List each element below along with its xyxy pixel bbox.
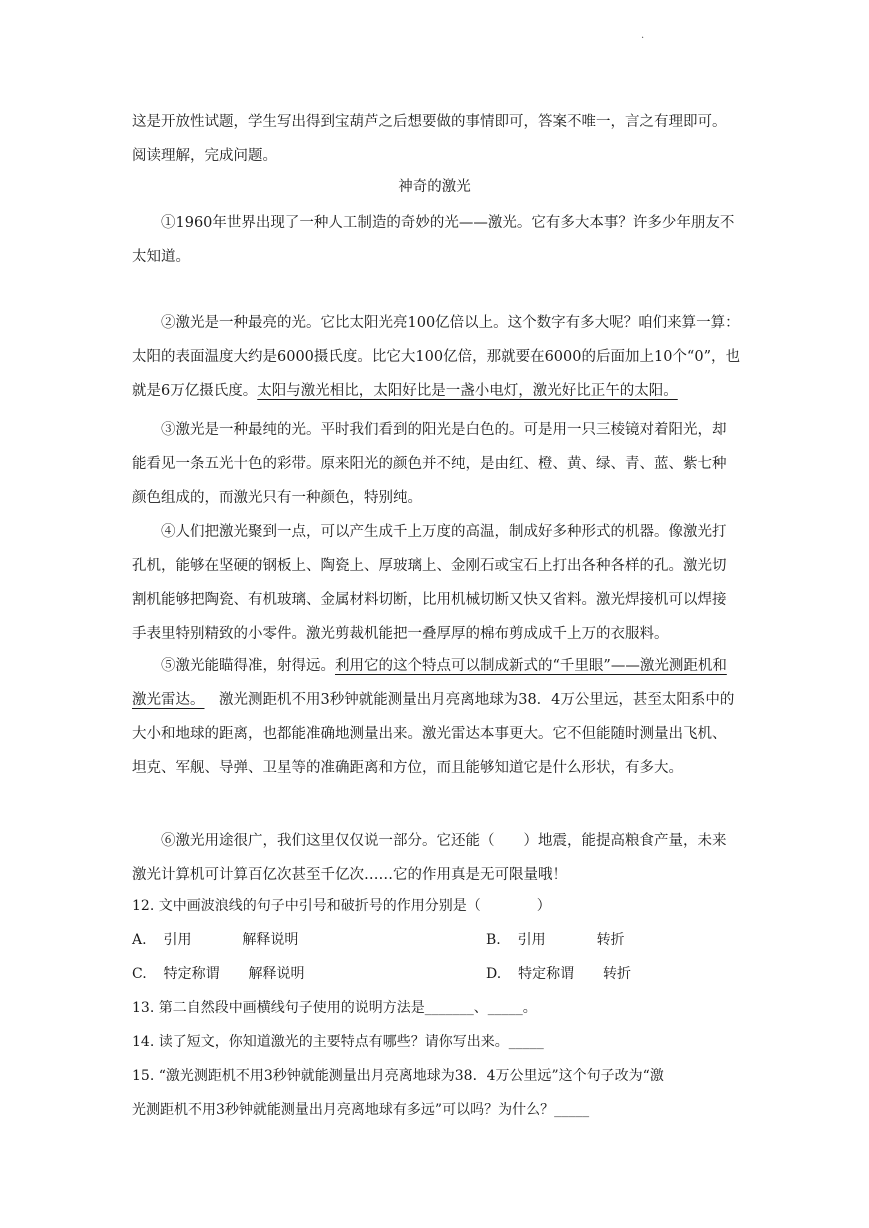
article-title: 神奇的激光 bbox=[398, 179, 471, 195]
reading-instruction: 阅读理解，完成问题。 bbox=[132, 148, 277, 164]
option-a-part2: 解释说明 bbox=[242, 932, 299, 948]
paragraph-1: ①1960年世界出现了一种人工制造的奇妙的光——激光。它有多大本事？许多少年朋友不太知道。 bbox=[132, 215, 735, 265]
option-b-part1: 引用 bbox=[517, 932, 546, 948]
question-14: 14. 读了短文，你知道激光的主要特点有哪些？请你写出来。_____ bbox=[132, 1034, 544, 1050]
option-b-part2: 转折 bbox=[596, 932, 625, 948]
paragraph-5-wavy-sentence: 利用它的这个特点可以制成新式的“千里眼”——激光测距机和激光雷达。 bbox=[132, 658, 727, 708]
option-a-part1: 引用 bbox=[163, 932, 192, 948]
option-d-part2: 转折 bbox=[603, 966, 631, 982]
option-d-part1: 特定称谓 bbox=[518, 966, 575, 982]
option-b-letter: B. bbox=[486, 932, 501, 948]
option-d-letter: D. bbox=[486, 966, 502, 982]
option-c-part1: 特定称谓 bbox=[163, 966, 220, 982]
paragraph-2-text: ②激光是一种最亮的光。它比太阳光亮100亿倍以上。这个数字有多大呢？咱们来算一算：太阳的表面温度大约是6000摄氏度。比它大100亿倍，那就要在6000的后面加上10个“0”，也就是6万亿摄氏度。 bbox=[132, 315, 740, 399]
option-d[interactable] bbox=[486, 959, 631, 989]
header-dot: . bbox=[641, 30, 645, 41]
paragraph-6: ⑥激光用途很广，我们这里仅仅说一部分。它还能（ ）地震，能提高粮食产量，未来激光计算机可计算百亿次甚至千亿次……它的作用真是无可限量哦！ bbox=[132, 833, 727, 883]
paragraph-2 bbox=[132, 306, 740, 408]
question-12: 12. 文中画波浪线的句子中引号和破折号的作用分别是（ ） bbox=[132, 898, 551, 914]
paragraph-2-underlined-sentence: 太阳与激光相比，太阳好比是一盏小电灯，激光好比正午的太阳。 bbox=[257, 383, 678, 399]
option-a[interactable] bbox=[132, 925, 298, 955]
answer-note: 这是开放性试题，学生写出得到宝葫芦之后想要做的事情即可，答案不唯一，言之有理即可。 bbox=[132, 114, 727, 130]
option-b[interactable] bbox=[486, 925, 625, 955]
paragraph-5-rest: 激光测距机不用3秒钟就能测量出月亮离地球为38．4万公里远，甚至太阳系中的大小和地球的距离，也都能准确地测量出来。激光雷达本事更大。它不但能随时测量出飞机、坦克、军舰、导弹、卫星等的准确距离和方位，而且能够知道它是什么形状，有多大。 bbox=[132, 692, 735, 776]
paragraph-3: ③激光是一种最纯的光。平时我们看到的阳光是白色的。可是用一只三棱镜对着阳光，却能看见一条五光十色的彩带。原来阳光的颜色并不纯，是由红、橙、黄、绿、青、蓝、紫七种颜色组成的，而激光只有一种颜色，特别纯。 bbox=[132, 422, 727, 506]
option-a-letter: A. bbox=[132, 932, 147, 948]
option-c[interactable] bbox=[132, 959, 304, 989]
paragraph-4: ④人们把激光聚到一点，可以产生成千上万度的高温，制成好多种形式的机器。像激光打孔机，能够在坚硬的钢板上、陶瓷上、厚玻璃上、金刚石或宝石上打出各种各样的孔。激光切割机能够把陶瓷、有机玻璃、金属材料切断，比用机械切断又快又省料。激光焊接机可以焊接手表里特别精致的小零件。激光剪裁机能把一叠厚厚的棉布剪成成千上万的衣服料。 bbox=[132, 524, 727, 642]
option-c-part2: 解释说明 bbox=[248, 966, 305, 982]
option-c-letter: C. bbox=[132, 966, 147, 982]
question-13: 13. 第二自然段中画横线句子使用的说明方法是_______、_____。 bbox=[132, 1000, 537, 1016]
paragraph-5 bbox=[132, 649, 740, 785]
paragraph-5-start: ⑤激光能瞄得准，射得远。 bbox=[161, 658, 335, 674]
question-15-line-1: 15. “激光测距机不用3秒钟就能测量出月亮离地球为38．4万公里远”这个句子改为“激 bbox=[132, 1068, 664, 1084]
question-15-line-2: 光测距机不用3秒钟就能测量出月亮离地球有多远”可以吗？为什么？_____ bbox=[132, 1102, 590, 1118]
